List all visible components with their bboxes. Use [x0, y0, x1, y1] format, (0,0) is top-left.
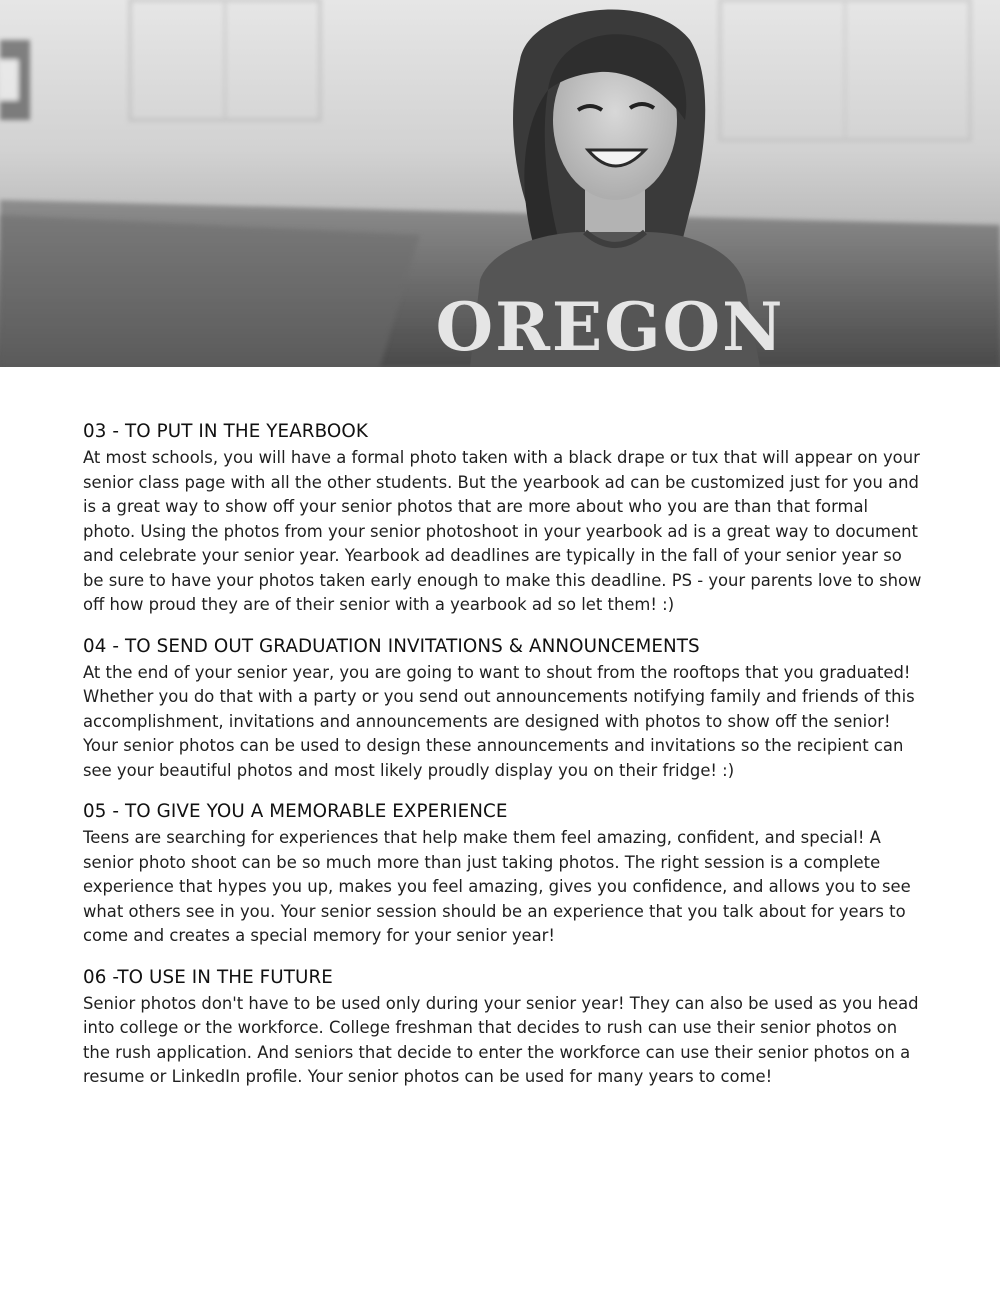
section-body: At most schools, you will have a formal photo taken with a black drape or tux that will appear on your senior class page with all the other students. But the yearbook ad can be customized just for you and is a great way to show off your senior photos that are more about who you are than that formal photo. Using the photos from your senior photoshoot in your yearbook ad is a great way to document and celebrate your senior year. Yearbook ad deadlines are typically in the fall of your senior year so be sure to have your photos taken early enough to make this deadline. PS - your parents love to show off how proud they are of their senior with a yearbook ad so let them! :) — [83, 448, 922, 614]
section-future-use — [83, 964, 923, 1090]
section-heading: 05 - TO GIVE YOU A MEMORABLE EXPERIENCE — [83, 801, 508, 822]
section-body: Teens are searching for experiences that help make them feel amazing, confident, and special! A senior photo shoot can be so much more than just taking photos. The right session is a complete experience that hypes you up, makes you feel amazing, gives you confidence, and allows you to see what others see in you. Your senior session should be an experience that you talk about for years to come and creates a special memory for your senior year! — [83, 828, 911, 945]
portrait-illustration — [0, 0, 1000, 367]
article-content — [83, 418, 923, 1105]
section-graduation-invitations — [83, 633, 923, 784]
section-heading: 03 - TO PUT IN THE YEARBOOK — [83, 421, 368, 442]
section-memorable-experience — [83, 798, 923, 949]
hero-photo — [0, 0, 1000, 367]
shirt-text: OREGON — [435, 288, 785, 366]
section-heading: 06 -TO USE IN THE FUTURE — [83, 966, 333, 988]
section-yearbook — [83, 418, 923, 618]
section-heading: 04 - TO SEND OUT GRADUATION INVITATIONS & ANNOUNCEMENTS — [83, 635, 700, 657]
section-body: Senior photos don't have to be used only during your senior year! They can also be used as you head into college or the workforce. College freshman that decides to rush can use their senior photos on the rush application. And seniors that decide to enter the workforce can use their senior photos on a resume or LinkedIn profile. Your senior photos can be used for many years to come! — [83, 993, 919, 1086]
section-body: At the end of your senior year, you are going to want to shout from the rooftops that you graduated! Whether you do that with a party or you send out announcements notifying family and friends of this accomplishment, invitations and announcements are designed with photos to show off the senior! Your senior photos can be used to design these announcements and invitations so the recipient can see your beautiful photos and most likely proudly display you on their fridge! :) — [83, 662, 915, 780]
